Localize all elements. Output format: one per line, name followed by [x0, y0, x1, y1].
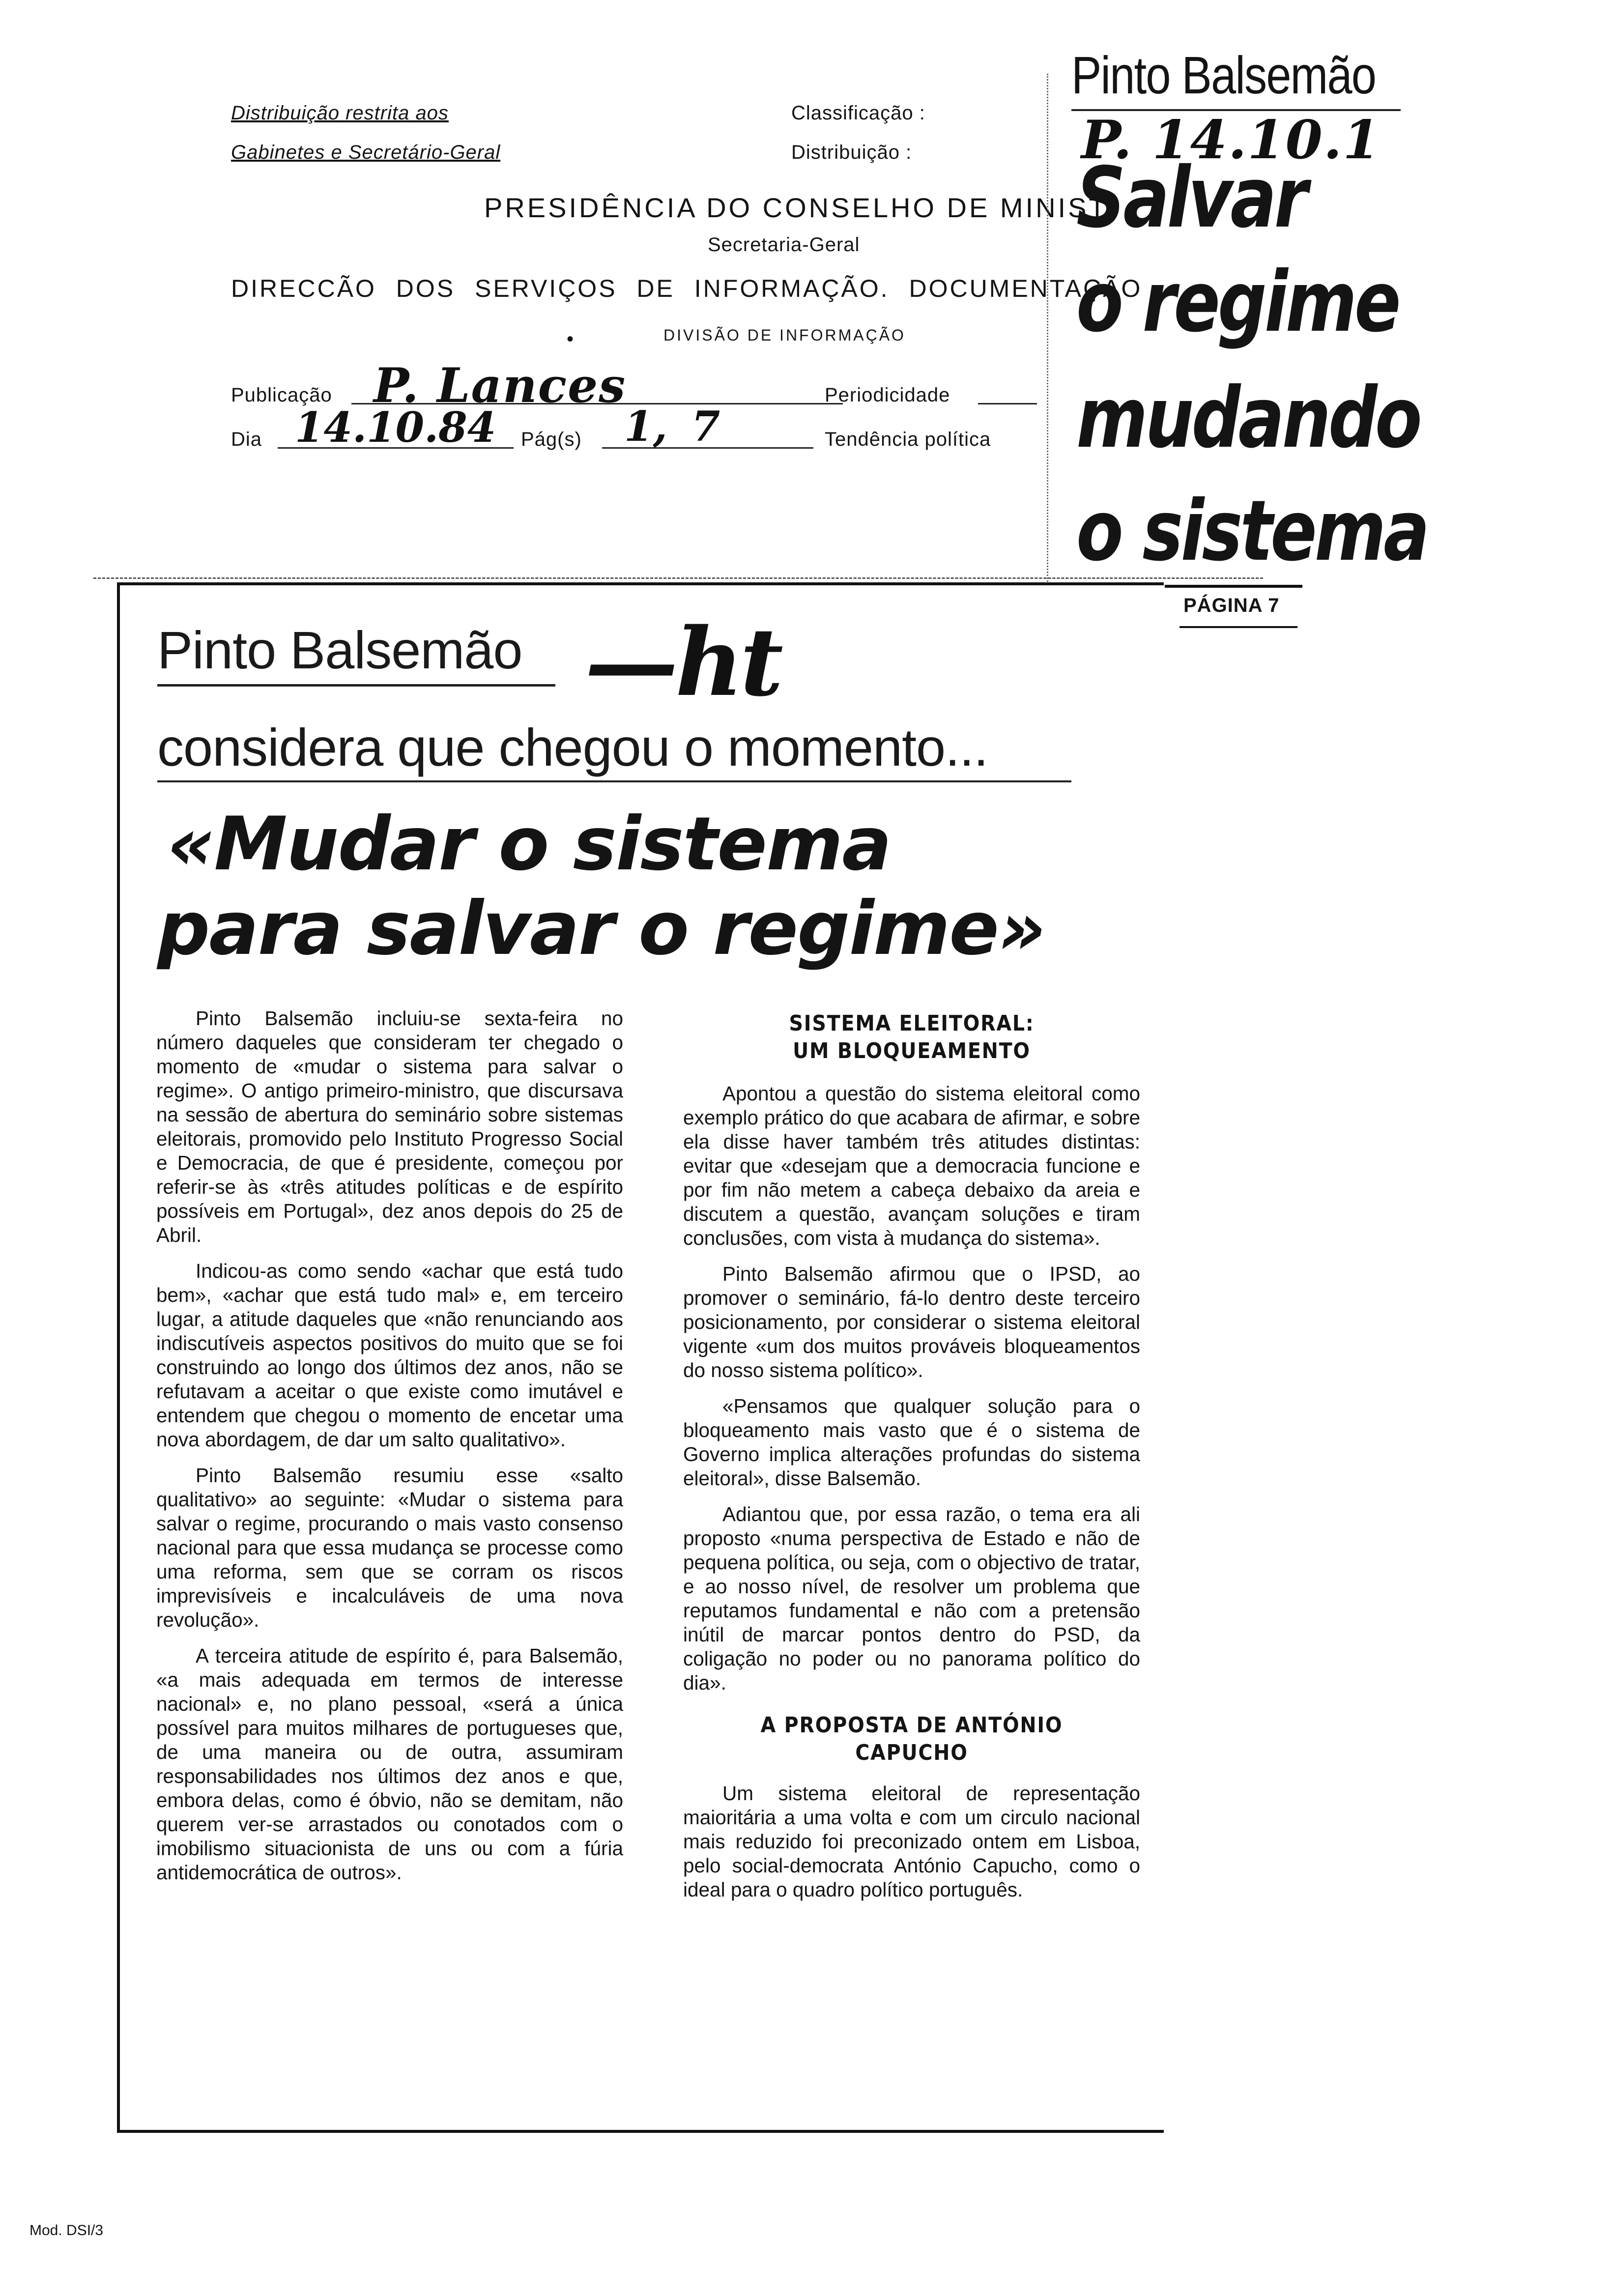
side-title-line4: o sistema: [1076, 483, 1428, 580]
side-handwritten-date: P. 14.10.1: [1081, 109, 1381, 171]
subhead-electoral-system-line2: UM BLOQUEAMENTO: [793, 1038, 1031, 1063]
left-paragraph-4: A terceira atitude de espírito é, para Balsemão, «a mais adequada em termos de interesse nacional» e, no plano pessoal, «será a única possível para muitos milhares de portugueses que, de uma maneira ou de outra, assumiram responsabilidades nos últimos dez anos e que, embora delas, como é óbvio, não se demitam, não querem ver-se arrastados ou conotados com o imobilismo situacionista de uns ou com a fúria antidemocrática de outros».: [156, 1644, 623, 1884]
kicker-underline-2: [157, 780, 1071, 782]
distribution-restriction-line1: Distribuição restrita aos: [231, 102, 449, 124]
side-clipping-name: Pinto Balsemão: [1071, 45, 1376, 105]
side-title-line3: mudando: [1076, 370, 1420, 467]
form-model-code: Mod. DSI/3: [29, 2222, 104, 2239]
direction-heading: DIRECCÃO DOS SERVIÇOS DE INFORMAÇÃO. DOCUMENTAÇÃO: [231, 275, 1143, 302]
article-left-column: [156, 1006, 623, 1896]
side-page-rule-bottom: [1180, 626, 1297, 628]
side-page-reference: PÁGINA 7: [1183, 595, 1280, 616]
secretariat-heading: Secretaria-Geral: [708, 234, 860, 256]
article-headline-line1: «Mudar o sistema: [167, 802, 891, 887]
article-kicker-line2: considera que chegou o momento...: [157, 718, 988, 777]
article-left-border: [117, 582, 120, 2130]
form-right-border: [1047, 74, 1048, 585]
right-paragraph-4: Adiantou que, por essa razão, o tema era ali proposto «numa perspectiva de Estado e não de pequena política, ou seja, com o objectivo de tratar, e ao nosso nível, de resolver um problema que reputamos fundamental e não com a pretensão inútil de marcar pontos dentro do PSD, da coligação no poder ou no panorama político do dia».: [683, 1503, 1140, 1694]
side-page-rule-top: [1165, 585, 1302, 588]
pages-handwritten: 1, 7: [624, 402, 720, 451]
day-handwritten: 14.10.84: [295, 403, 496, 452]
article-headline-line2: para salvar o regime»: [157, 886, 1045, 972]
distribution-restriction-line2: Gabinetes e Secretário-Geral: [231, 142, 501, 163]
kicker-underline: [157, 684, 555, 687]
article-bottom-border: [117, 2130, 1164, 2133]
article-kicker-line1: Pinto Balsemão: [157, 620, 522, 680]
tendency-label: Tendência política: [825, 429, 991, 450]
division-heading: DIVISÃO DE INFORMAÇÃO: [663, 326, 906, 344]
publication-label: Publicação: [231, 384, 332, 406]
side-title-line1: Salvar: [1076, 149, 1306, 247]
distribution-label: Distribuição :: [791, 142, 912, 163]
left-paragraph-2: Indicou-as como sendo «achar que está tudo bem», «achar que está tudo mal» e, em terceiro lugar, a atitude daqueles que «não renunciando aos indiscutíveis aspectos positivos do muito que se foi construindo ao longo dos últimos dez anos, não se refutavam a aceitar o que existe como imutável e entendem que chegou o momento de encetar uma nova abordagem, de dar um salto qualitativo».: [156, 1260, 623, 1451]
right-column-body-b: [683, 1781, 1140, 1902]
article-top-border: [117, 582, 1164, 585]
publication-handwritten: P. Lances: [374, 358, 627, 413]
presidency-heading: PRESIDÊNCIA DO CONSELHO DE MINIST: [484, 192, 1108, 223]
pages-label: Pág(s): [521, 429, 582, 450]
periodicity-label: Periodicidade: [825, 384, 950, 406]
subhead-electoral-system-line1: SISTEMA ELEITORAL:: [789, 1011, 1035, 1036]
right-paragraph-5: Um sistema eleitoral de representação maioritária a uma volta e com um circulo nacional mais reduzido foi preconizado ontem em Lisboa, pelo social-democrata António Capucho, como o ideal para o quadro político português.: [683, 1782, 1140, 1901]
right-paragraph-3: «Pensamos que qualquer solução para o bloqueamento mais vasto que é o sistema de Governo implica alterações profundas do sistema eleitoral», disse Balsemão.: [683, 1395, 1140, 1490]
periodicity-line: [978, 403, 1037, 404]
right-paragraph-1: Apontou a questão do sistema eleitoral como exemplo prático do que acabara de afirmar, e sobre ela disse haver também três atitudes distintas: evitar que «desejam que a democracia funcione e por fim não metem a cabeça debaixo da areia e discutem a questão, avançam soluções e tiram conclusões, com vista à mudança do sistema».: [683, 1082, 1140, 1249]
left-paragraph-3: Pinto Balsemão resumiu esse «salto qualitativo» ao seguinte: «Mudar o sistema para salvar o regime, procurando o mais vasto consenso nacional para que essa mudança se processe como uma reforma, sem que se corram os riscos imprevisíveis e incalculáveis de uma nova revolução».: [156, 1464, 623, 1631]
margin-handwritten-mark: —ht: [585, 607, 780, 717]
day-label: Dia: [231, 429, 262, 450]
classification-label: Classificação :: [791, 102, 925, 124]
left-paragraph-1: Pinto Balsemão incluiu-se sexta-feira no número daqueles que consideram ter chegado o momento de «mudar o sistema para salvar o regime». O antigo primeiro-ministro, que discursava na sessão de abertura do seminário sobre sistemas eleitorais, promovido pelo Instituto Progresso Social e Democracia, de que é presidente, começou por referir-se às «três atitudes políticas e de espírito possíveis em Portugal», dez anos depois do 25 de Abril.: [156, 1007, 623, 1246]
subhead-capucho-proposal: A PROPOSTA DE ANTÓNIO CAPUCHO: [760, 1713, 1063, 1765]
division-bullet: •: [567, 328, 574, 350]
article-right-column: [683, 1010, 1140, 1914]
right-paragraph-2: Pinto Balsemão afirmou que o IPSD, ao promover o seminário, fá-lo dentro deste terceiro posicionamento, por considerar o sistema eleitoral vigente «um dos muitos prováveis bloqueamentos do nosso sistema político».: [683, 1263, 1140, 1381]
right-column-body-a: [683, 1082, 1140, 1695]
side-title-line2: o regime: [1076, 254, 1399, 351]
